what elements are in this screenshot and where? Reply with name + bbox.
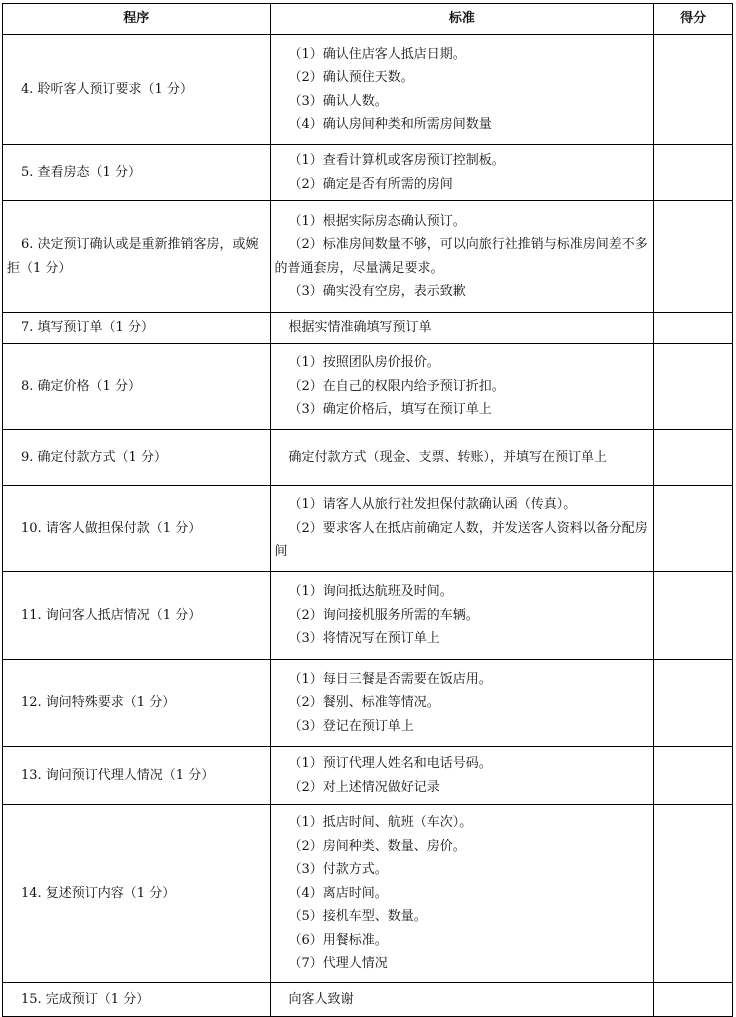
score-cell[interactable] xyxy=(654,660,733,747)
standard-line: （4）离店时间。 xyxy=(288,885,388,901)
score-cell[interactable] xyxy=(654,430,733,486)
standard-line: （3）登记在预订单上 xyxy=(288,718,414,734)
standard-line: （1）确认住店客人抵店日期。 xyxy=(288,46,466,62)
standard-line: （2）确定是否有所需的房间 xyxy=(288,176,453,192)
procedure-cell: 10. 请客人做担保付款（1 分） xyxy=(3,486,271,572)
standard-line: （2）在自己的权限内给予预订折扣。 xyxy=(288,378,505,394)
table-row xyxy=(3,344,733,430)
standard-line: （1）抵店时间、航班（车次）。 xyxy=(288,815,473,831)
standard-cell xyxy=(270,313,654,344)
standard-line: （2）要求客人在抵店前确定人数，并发送客人资料以备分配房间 xyxy=(274,520,648,560)
standard-line: 确定付款方式（现金、支票、转账），并填写在预订单上 xyxy=(288,449,608,465)
standard-line: （2）餐别、标准等情况。 xyxy=(288,695,440,711)
score-cell[interactable] xyxy=(654,201,733,313)
header-standard: 标准 xyxy=(270,4,654,35)
standard-line: （2）询问接机服务所需的车辆。 xyxy=(288,607,479,623)
table-row xyxy=(3,805,733,983)
score-cell[interactable] xyxy=(654,572,733,660)
procedure-cell: 12. 询问特殊要求（1 分） xyxy=(3,660,271,747)
header-score: 得分 xyxy=(654,4,733,35)
standard-line: （1）每日三餐是否需要在饭店用。 xyxy=(288,671,492,687)
standard-line: （3）将情况写在预订单上 xyxy=(288,631,440,647)
standard-line: （2）标准房间数量不够，可以向旅行社推销与标准房间差不多的普通套房，尽量满足要求。 xyxy=(274,237,648,276)
standard-line: （1）请客人从旅行社发担保付款确认函（传真）。 xyxy=(288,497,577,513)
standard-cell xyxy=(270,430,654,486)
procedure-cell: 14. 复述预订内容（1 分） xyxy=(3,805,271,983)
procedure-cell: 6. 决定预订确认或是重新推销客房，或婉拒（1 分） xyxy=(3,201,271,313)
table-row xyxy=(3,486,733,572)
standard-line: （5）接机车型、数量。 xyxy=(288,909,427,925)
standard-line: （2）对上述情况做好记录 xyxy=(288,779,440,795)
score-cell[interactable] xyxy=(654,486,733,572)
procedure-cell: 9. 确定付款方式（1 分） xyxy=(3,430,271,486)
header-row xyxy=(3,4,733,35)
procedure-cell: 8. 确定价格（1 分） xyxy=(3,344,271,430)
procedure-cell: 11. 询问客人抵店情况（1 分） xyxy=(3,572,271,660)
procedure-cell: 5. 查看房态（1 分） xyxy=(3,145,271,201)
table-row xyxy=(3,660,733,747)
score-cell[interactable] xyxy=(654,313,733,344)
standard-line: （3）付款方式。 xyxy=(288,862,388,878)
standard-line: （7）代理人情况 xyxy=(288,956,388,972)
procedure-cell: 4. 聆听客人预订要求（1 分） xyxy=(3,35,271,145)
procedure-cell: 7. 填写预订单（1 分） xyxy=(3,313,271,344)
standard-cell xyxy=(270,486,654,572)
score-cell[interactable] xyxy=(654,344,733,430)
standard-cell xyxy=(270,805,654,983)
standard-line: （1）根据实际房态确认预订。 xyxy=(288,213,466,229)
standard-line: （2）确认预住天数。 xyxy=(288,70,414,85)
standard-line: （1）询问抵达航班及时间。 xyxy=(288,584,453,600)
table-row xyxy=(3,430,733,486)
score-cell[interactable] xyxy=(654,983,733,1017)
table-row xyxy=(3,747,733,805)
table-row xyxy=(3,983,733,1017)
standard-line: （6）用餐标准。 xyxy=(288,932,388,948)
standard-line: 向客人致谢 xyxy=(288,991,354,1007)
standard-cell xyxy=(270,35,654,145)
score-cell[interactable] xyxy=(654,747,733,805)
procedure-cell: 15. 完成预订（1 分） xyxy=(3,983,271,1017)
standard-line: （1）预订代理人姓名和电话号码。 xyxy=(288,756,492,771)
table-row xyxy=(3,572,733,660)
procedure-cell: 13. 询问预订代理人情况（1 分） xyxy=(3,747,271,805)
score-cell[interactable] xyxy=(654,805,733,983)
standard-line: （1）按照团队房价报价。 xyxy=(288,355,440,371)
score-cell[interactable] xyxy=(654,35,733,145)
standard-line: 根据实情准确填写预订单 xyxy=(288,320,432,336)
standard-line: （4）确认房间种类和所需房间数量 xyxy=(288,117,492,132)
standard-line: （2）房间种类、数量、房价。 xyxy=(288,838,466,854)
standard-line: （3）确实没有空房，表示致歉 xyxy=(288,284,466,299)
table-row xyxy=(3,145,733,201)
standard-cell xyxy=(270,983,654,1017)
header-procedure: 程序 xyxy=(3,4,271,35)
procedure-standard-table xyxy=(2,3,733,1017)
standard-cell xyxy=(270,201,654,313)
standard-line: （3）确认人数。 xyxy=(288,93,388,109)
table-row xyxy=(3,35,733,145)
standard-cell xyxy=(270,572,654,660)
standard-cell xyxy=(270,660,654,747)
standard-cell xyxy=(270,747,654,805)
standard-cell xyxy=(270,145,654,201)
table-row xyxy=(3,201,733,313)
standard-line: （3）确定价格后，填写在预订单上 xyxy=(288,402,492,418)
standard-cell xyxy=(270,344,654,430)
standard-line: （1）查看计算机或客房预订控制板。 xyxy=(288,153,505,168)
table-row xyxy=(3,313,733,344)
score-cell[interactable] xyxy=(654,145,733,201)
